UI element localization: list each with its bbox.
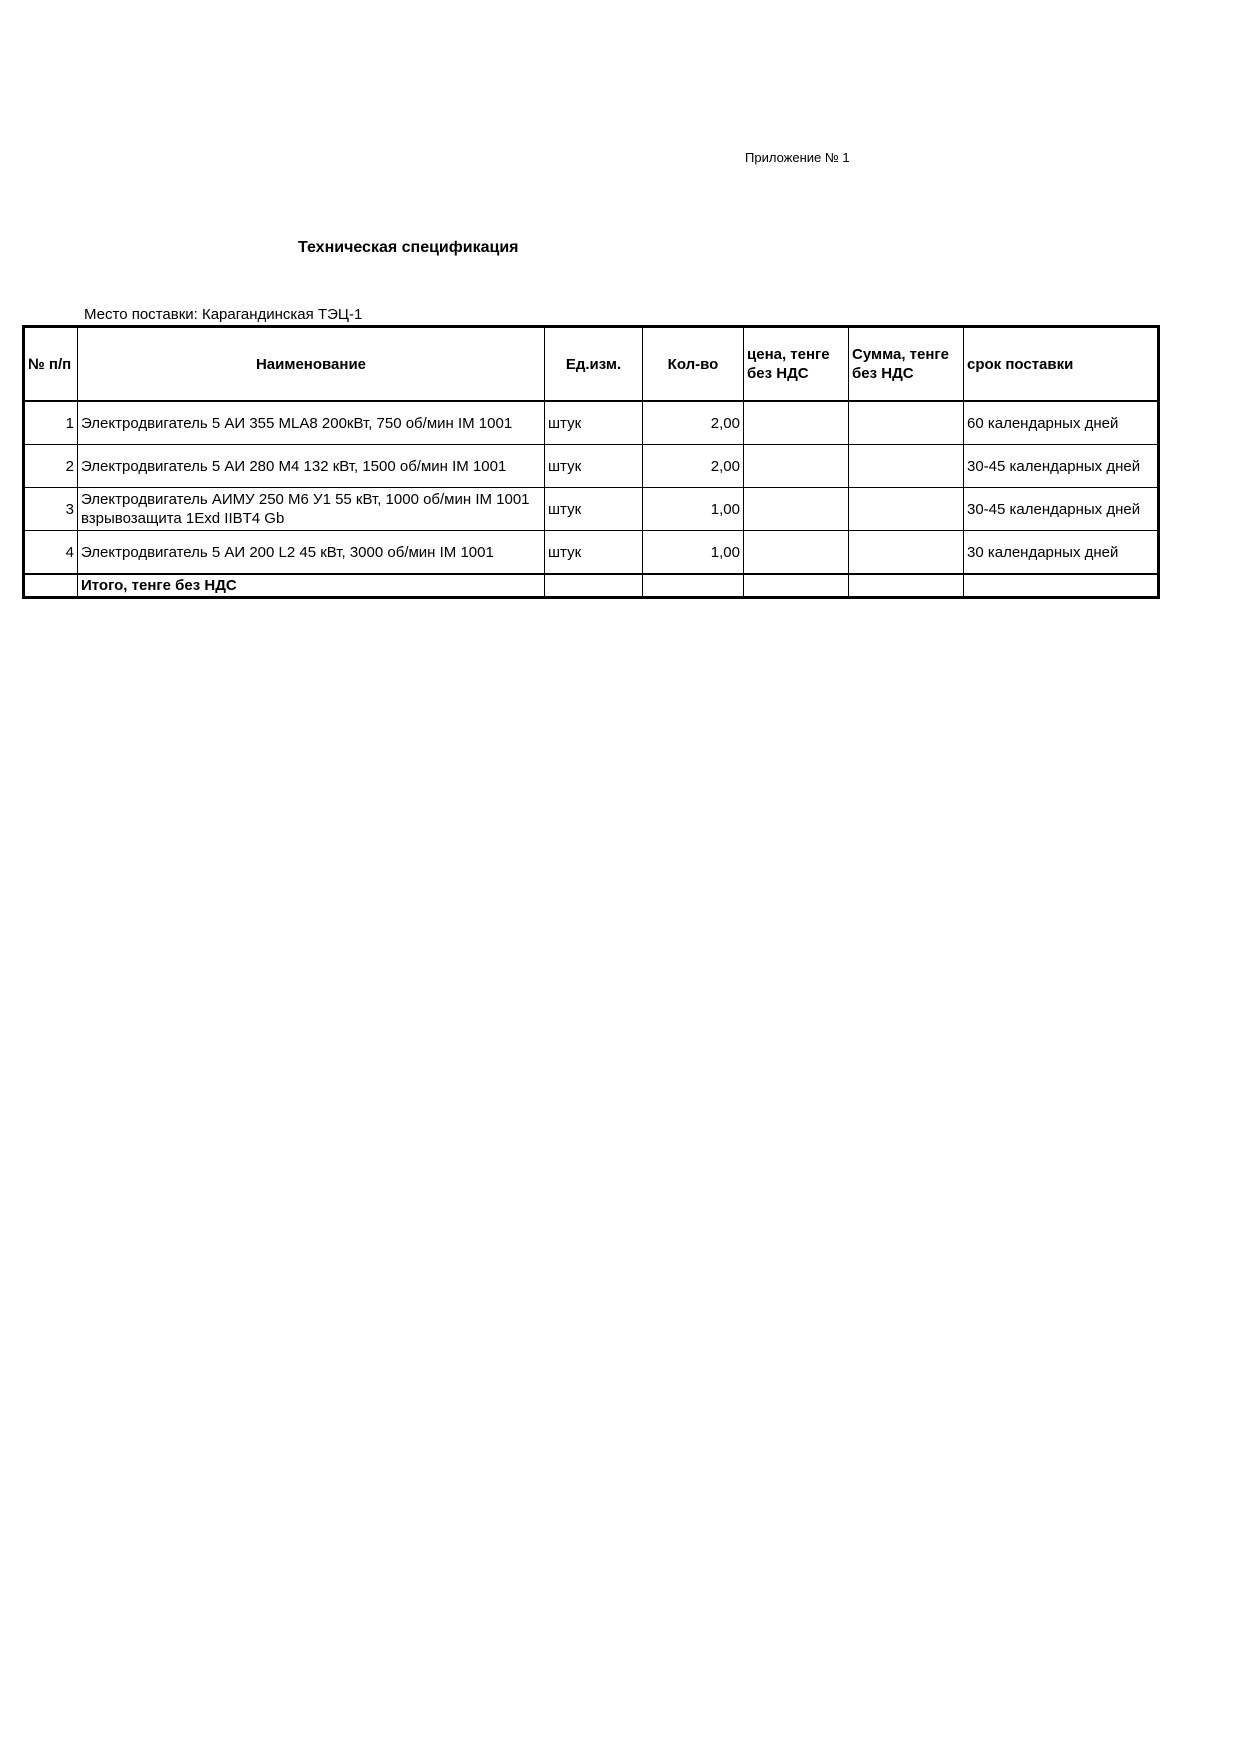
header-unit: Ед.изм. bbox=[545, 328, 643, 402]
row-qty: 1,00 bbox=[643, 488, 744, 531]
header-term: срок поставки bbox=[964, 328, 1158, 402]
row-term: 60 календарных дней bbox=[964, 401, 1158, 445]
document-title: Техническая спецификация bbox=[298, 239, 519, 256]
delivery-place: Место поставки: Карагандинская ТЭЦ-1 bbox=[84, 306, 363, 323]
row-name: Электродвигатель АИМУ 250 М6 У1 55 кВт, 1000 об/мин IM 1001 взрывозащита 1Exd IIBT4 Gb bbox=[78, 488, 545, 531]
row-num: 3 bbox=[25, 488, 78, 531]
row-price bbox=[744, 401, 849, 445]
row-term: 30-45 календарных дней bbox=[964, 445, 1158, 488]
row-num: 1 bbox=[25, 401, 78, 445]
appendix-label: Приложение № 1 bbox=[745, 150, 850, 165]
row-price bbox=[744, 531, 849, 575]
table-total-row bbox=[25, 574, 1158, 597]
specification-table bbox=[24, 327, 1158, 597]
row-sum bbox=[849, 401, 964, 445]
total-num-cell bbox=[25, 574, 78, 597]
header-qty: Кол-во bbox=[643, 328, 744, 402]
total-price-cell bbox=[744, 574, 849, 597]
total-term-cell bbox=[964, 574, 1158, 597]
header-name: Наименование bbox=[78, 328, 545, 402]
header-price: цена, тенге без НДС bbox=[744, 328, 849, 402]
row-name: Электродвигатель 5 АИ 355 MLA8 200кВт, 750 об/мин IM 1001 bbox=[78, 401, 545, 445]
row-unit: штук bbox=[545, 531, 643, 575]
row-sum bbox=[849, 488, 964, 531]
row-term: 30 календарных дней bbox=[964, 531, 1158, 575]
table-row bbox=[25, 531, 1158, 575]
header-num: № п/п bbox=[25, 328, 78, 402]
row-num: 4 bbox=[25, 531, 78, 575]
row-num: 2 bbox=[25, 445, 78, 488]
total-unit-cell bbox=[545, 574, 643, 597]
row-price bbox=[744, 488, 849, 531]
header-sum: Сумма, тенге без НДС bbox=[849, 328, 964, 402]
row-term: 30-45 календарных дней bbox=[964, 488, 1158, 531]
table-row bbox=[25, 488, 1158, 531]
row-sum bbox=[849, 445, 964, 488]
row-name: Электродвигатель 5 АИ 200 L2 45 кВт, 3000 об/мин IM 1001 bbox=[78, 531, 545, 575]
row-price bbox=[744, 445, 849, 488]
table-header-row bbox=[25, 328, 1158, 402]
row-unit: штук bbox=[545, 401, 643, 445]
row-sum bbox=[849, 531, 964, 575]
total-label: Итого, тенге без НДС bbox=[78, 574, 545, 597]
row-qty: 2,00 bbox=[643, 401, 744, 445]
row-unit: штук bbox=[545, 445, 643, 488]
row-name: Электродвигатель 5 АИ 280 М4 132 кВт, 1500 об/мин IM 1001 bbox=[78, 445, 545, 488]
row-qty: 2,00 bbox=[643, 445, 744, 488]
total-qty-cell bbox=[643, 574, 744, 597]
total-sum-cell bbox=[849, 574, 964, 597]
table-row bbox=[25, 401, 1158, 445]
table-row bbox=[25, 445, 1158, 488]
row-qty: 1,00 bbox=[643, 531, 744, 575]
row-unit: штук bbox=[545, 488, 643, 531]
